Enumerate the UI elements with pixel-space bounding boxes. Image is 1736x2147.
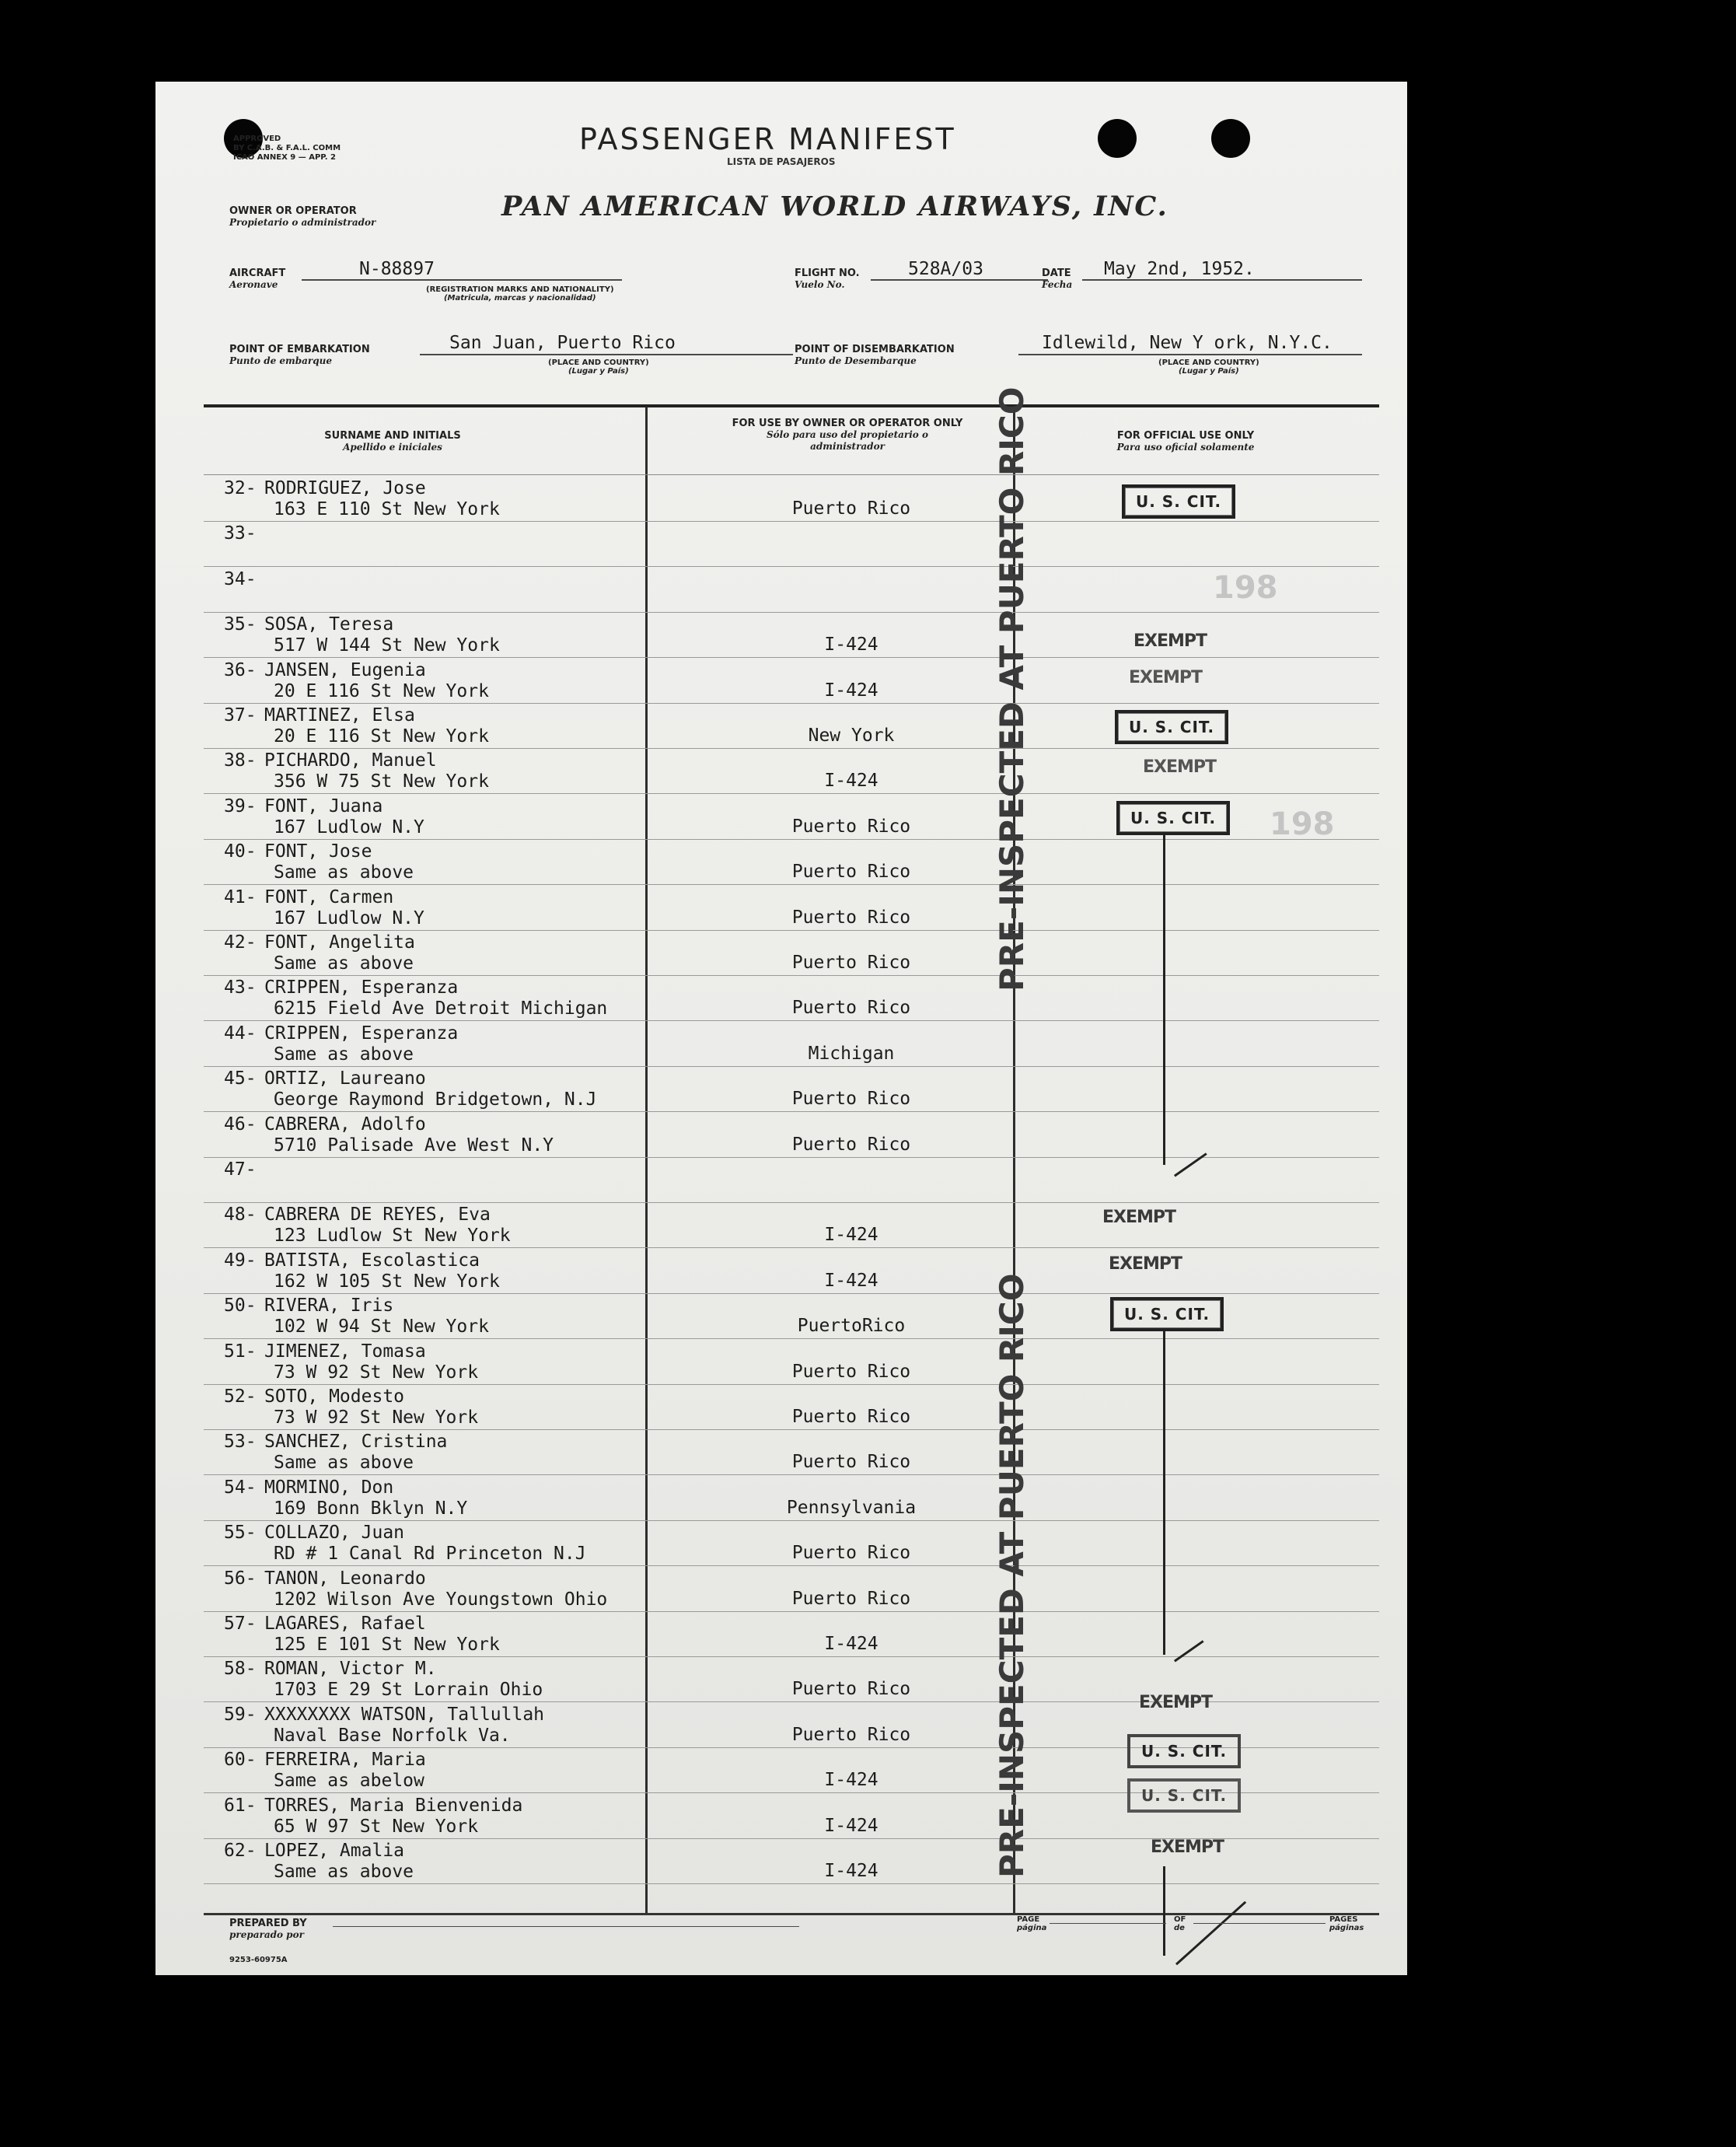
passenger-number: 57- [224,1614,257,1634]
passenger-name: SOSA, Teresa [264,614,394,635]
passenger-address: Naval Base Norfolk Va. [274,1725,511,1746]
passenger-name: FONT, Carmen [264,886,394,907]
passenger-number: 52- [224,1386,257,1407]
passenger-name: MORMINO, Don [264,1477,394,1498]
passenger-row [155,749,1407,794]
pre-inspected-stamp-top: PRE-INSPECTED AT PUERTO RICO [993,386,1031,991]
passenger-number: 44- [224,1023,257,1044]
passenger-row [155,1340,1407,1385]
passenger-address: 102 W 94 St New York [274,1317,489,1338]
passenger-row [155,1067,1407,1112]
passenger-row [155,1385,1407,1430]
passenger-number: 50- [224,1296,257,1317]
passenger-operator-note: I-424 [824,771,878,792]
exempt-stamp-48: EXEMPT [1102,1208,1176,1227]
disembark-caption-es: (Lugar y País) [1178,367,1239,376]
passenger-row [155,522,1407,567]
embark-label-en: POINT OF EMBARKATION [229,344,370,355]
passenger-operator-note: I-424 [824,1225,878,1246]
passenger-number: 54- [224,1477,257,1498]
prepared-by-label-es: preparado por [229,1929,304,1940]
passenger-number: 60- [224,1750,257,1771]
passenger-number: 51- [224,1341,257,1362]
passenger-operator-note: I-424 [824,1861,878,1881]
passenger-row [155,1476,1407,1521]
col2-header-en: FOR USE BY OWNER OR OPERATOR ONLY [732,418,963,429]
passenger-name: CRIPPEN, Esperanza [264,977,459,998]
passenger-address: 1202 Wilson Ave Youngstown Ohio [274,1589,608,1610]
aircraft-caption-en: (REGISTRATION MARKS AND NATIONALITY) [426,285,614,294]
ghost-number-2: 198 [1270,806,1335,842]
passenger-number: 55- [224,1523,257,1544]
passenger-name: SOTO, Modesto [264,1386,405,1407]
passenger-operator-note: Puerto Rico [791,1724,911,1745]
passenger-row [155,1567,1407,1612]
passenger-operator-note: Puerto Rico [791,1134,911,1155]
embark-caption-en: (PLACE AND COUNTRY) [548,358,649,367]
owner-label [229,206,375,229]
passenger-address: 125 E 101 St New York [274,1635,500,1655]
pages-label-en: PAGES [1329,1915,1358,1924]
passenger-address: 167 Ludlow N.Y [274,907,424,928]
passenger-name: CABRERA DE REYES, Eva [264,1205,491,1226]
passenger-name: RIVERA, Iris [264,1296,394,1317]
passenger-name: TANON, Leonardo [264,1568,426,1589]
passenger-number: 43- [224,977,257,998]
of-label-es: de [1174,1924,1185,1932]
passenger-number: 35- [224,614,257,635]
passenger-number: 36- [224,659,257,680]
manifest-sheet [155,82,1407,1975]
owner-label-es: Propietario o administrador [229,217,376,228]
passenger-operator-note: Puerto Rico [791,1089,911,1110]
bracket-line-60-62 [1163,1866,1165,1956]
passenger-address: 73 W 92 St New York [274,1407,479,1428]
approval-line-1: APPROVED [233,135,281,143]
passenger-row [155,613,1407,658]
passenger-number: 32- [224,478,257,498]
passenger-operator-note: I-424 [824,1815,878,1836]
passenger-name: RODRIGUEZ, Jose [264,478,426,498]
owner-label-en: OWNER OR OPERATOR [229,205,357,217]
row-rule [204,1883,1379,1884]
passenger-name: FONT, Jose [264,841,372,862]
passenger-address: RD # 1 Canal Rd Princeton N.J [274,1544,586,1565]
exempt-stamp-49: EXEMPT [1109,1254,1182,1274]
passenger-operator-note: Puerto Rico [791,1543,911,1564]
passenger-operator-note: Puerto Rico [791,498,911,519]
passenger-name: XXXXXXXX WATSON, Tallullah [264,1704,545,1725]
passenger-name: FERREIRA, Maria [264,1750,426,1771]
page-label-en: PAGE [1017,1915,1040,1924]
passenger-operator-note: PuertoRico [797,1316,906,1337]
prepared-by-underline [333,1926,799,1927]
passenger-name: LAGARES, Rafael [264,1614,426,1634]
col3-header-es: Para uso oficial solamente [1116,442,1255,453]
passenger-number: 61- [224,1795,257,1816]
date-underline [1082,279,1362,281]
disembark-underline [1018,354,1362,355]
passenger-row [155,1521,1407,1566]
bracket-line-39-46 [1163,834,1165,1165]
passenger-name: FONT, Juana [264,796,383,816]
passenger-address: 162 W 105 St New York [274,1271,500,1292]
aircraft-label-en: AIRCRAFT [229,268,286,279]
aircraft-label-es: Aeronave [229,279,278,290]
col2-header-es: Sólo para uso del propietario o administrador [767,429,928,452]
passenger-operator-note: Puerto Rico [791,1361,911,1382]
us-cit-stamp-59: U. S. CIT. [1127,1778,1241,1813]
prepared-by-label [229,1918,307,1941]
passenger-operator-note: Puerto Rico [791,907,911,928]
col3-header-en: FOR OFFICIAL USE ONLY [1116,430,1255,442]
passenger-number: 48- [224,1205,257,1226]
date-value: May 2nd, 1952. [1104,259,1255,279]
exempt-stamp-60: EXEMPT [1151,1838,1224,1857]
passenger-address: 356 W 75 St New York [274,771,489,792]
passenger-operator-note: Puerto Rico [791,816,911,837]
passenger-number: 58- [224,1659,257,1680]
passenger-name: MARTINEZ, Elsa [264,705,415,726]
passenger-operator-note: I-424 [824,1634,878,1654]
form-number: 9253-60975A [229,1956,288,1964]
passenger-address: Same as abelow [274,1771,424,1792]
passenger-row [155,1612,1407,1657]
passenger-row [155,976,1407,1021]
us-cit-stamp-58: U. S. CIT. [1127,1734,1241,1768]
passenger-address: Same as above [274,953,414,974]
passenger-operator-note: Puerto Rico [791,1407,911,1427]
passenger-address: 65 W 97 St New York [274,1816,479,1837]
disembark-caption [1158,358,1259,376]
punch-hole-right [1211,119,1250,158]
aircraft-caption-es: (Matricula, marcas y nacionalidad) [443,294,596,302]
aircraft-underline [302,279,622,281]
us-cit-stamp-50: U. S. CIT. [1110,1297,1224,1331]
form-title-es: LISTA DE PASAJEROS [727,156,836,167]
col1-header-en: SURNAME AND INITIALS [324,430,461,442]
passenger-number: 34- [224,568,257,589]
passenger-name: COLLAZO, Juan [264,1523,405,1544]
flight-label [795,268,860,291]
passenger-number: 56- [224,1568,257,1589]
passenger-operator-note: Puerto Rico [791,862,911,883]
passenger-address: Same as above [274,1453,414,1474]
aircraft-caption [426,285,614,302]
flight-label-es: Vuelo No. [795,279,845,290]
col1-header [225,430,560,453]
passenger-operator-note: I-424 [824,1770,878,1791]
passenger-name: LOPEZ, Amalia [264,1841,405,1861]
passenger-name: SANCHEZ, Cristina [264,1432,448,1453]
passenger-row [155,840,1407,885]
page-underline [1050,1923,1166,1924]
page-label-es: página [1017,1924,1047,1932]
disembark-label-es: Punto de Desembarque [795,355,917,366]
table-top-rule [204,404,1379,407]
passenger-operator-note: I-424 [824,635,878,656]
passenger-address: 5710 Palisade Ave West N.Y [274,1135,554,1156]
passenger-name: CRIPPEN, Esperanza [264,1023,459,1044]
embark-value: San Juan, Puerto Rico [449,333,676,353]
pages-label [1329,1915,1364,1932]
passenger-number: 33- [224,523,257,544]
table-bottom-rule [204,1913,1379,1915]
of-label [1174,1915,1186,1932]
of-label-en: OF [1174,1915,1186,1924]
passenger-row [155,659,1407,704]
date-label-en: DATE [1042,268,1071,279]
passenger-address: 1703 E 29 St Lorrain Ohio [274,1680,543,1701]
header-bottom-rule [204,474,1379,475]
col3-header [1057,430,1314,453]
embark-underline [420,354,793,355]
flight-value: 528A/03 [908,259,983,279]
passenger-name: JANSEN, Eugenia [264,659,426,680]
passenger-operator-note: New York [808,726,895,746]
passenger-operator-note: Pennsylvania [786,1497,917,1518]
exempt-stamp-57: EXEMPT [1139,1693,1213,1712]
disembark-label-en: POINT OF DISEMBARKATION [795,344,955,355]
passenger-name: FONT, Angelita [264,932,415,953]
passenger-address: 73 W 92 St New York [274,1362,479,1383]
date-label [1042,268,1072,291]
aircraft-label [229,268,285,291]
passenger-address: 123 Ludlow St New York [274,1226,511,1247]
passenger-address: Same as above [274,1044,414,1065]
approval-line-3: ICAO ANNEX 9 — APP. 2 [233,153,337,162]
passenger-number: 53- [224,1432,257,1453]
passenger-name: ROMAN, Victor M. [264,1659,437,1680]
form-title: PASSENGER MANIFEST [579,122,956,156]
passenger-operator-note: Puerto Rico [791,998,911,1019]
exempt-stamp-35: EXEMPT [1133,631,1207,651]
passenger-number: 40- [224,841,257,862]
passenger-number: 45- [224,1068,257,1089]
disembark-caption-en: (PLACE AND COUNTRY) [1158,358,1259,367]
passenger-operator-note: Puerto Rico [791,1679,911,1700]
punch-hole-middle [1098,119,1137,158]
passenger-operator-note: Michigan [808,1043,895,1064]
us-cit-stamp-32: U. S. CIT. [1122,484,1235,519]
pages-label-es: páginas [1329,1924,1364,1932]
passenger-number: 37- [224,705,257,726]
passenger-address: Same as above [274,1862,414,1882]
col2-header [731,418,964,453]
passenger-name: CABRERA, Adolfo [264,1114,426,1135]
passenger-name: ORTIZ, Laureano [264,1068,426,1089]
bracket-line-50-56 [1163,1328,1165,1655]
passenger-number: 39- [224,796,257,816]
pre-inspected-stamp-bottom: PRE-INSPECTED AT PUERTO RICO [993,1273,1031,1878]
passenger-name: BATISTA, Escolastica [264,1250,480,1271]
passenger-operator-note: Puerto Rico [791,1588,911,1609]
passenger-number: 38- [224,750,257,771]
passenger-number: 42- [224,932,257,953]
of-underline [1193,1923,1326,1924]
disembark-label [795,344,955,367]
passenger-row [155,931,1407,976]
embark-label [229,344,370,367]
embark-label-es: Punto de embarque [229,355,332,366]
passenger-name: JIMENEZ, Tomasa [264,1341,426,1362]
passenger-number: 41- [224,886,257,907]
passenger-row [155,1203,1407,1248]
passenger-row [155,1249,1407,1294]
passenger-address: 163 E 110 St New York [274,499,500,519]
passenger-address: George Raymond Bridgetown, N.J [274,1089,597,1110]
passenger-row [155,1158,1407,1203]
passenger-row [155,1022,1407,1067]
ghost-number-1: 198 [1213,570,1278,606]
aircraft-value: N-88897 [359,259,435,279]
exempt-stamp-38: EXEMPT [1143,757,1217,777]
flight-label-en: FLIGHT NO. [795,268,860,279]
passenger-number: 62- [224,1841,257,1861]
passenger-address: 20 E 116 St New York [274,680,489,701]
passenger-row [155,1657,1407,1702]
bracket-tick-60-62 [1175,1901,1246,1966]
passenger-number: 49- [224,1250,257,1271]
disembark-value: Idlewild, New Y ork, N.Y.C. [1042,333,1333,353]
passenger-address: 20 E 116 St New York [274,726,489,747]
us-cit-stamp-37: U. S. CIT. [1115,710,1228,744]
page-label [1017,1915,1046,1932]
passenger-address: Same as above [274,862,414,883]
flight-underline [871,279,1048,281]
passenger-address: 517 W 144 St New York [274,635,500,656]
passenger-row [155,1113,1407,1158]
embark-caption-es: (Lugar y País) [568,367,629,376]
us-cit-stamp-39: U. S. CIT. [1116,801,1230,835]
passenger-number: 46- [224,1114,257,1135]
passenger-name: PICHARDO, Manuel [264,750,437,771]
passenger-number: 59- [224,1704,257,1725]
passenger-row [155,886,1407,931]
date-label-es: Fecha [1042,279,1073,290]
passenger-operator-note: I-424 [824,680,878,701]
passenger-address: 167 Ludlow N.Y [274,816,424,837]
passenger-number: 47- [224,1159,257,1180]
passenger-name: TORRES, Maria Bienvenida [264,1795,523,1816]
passenger-row [155,1430,1407,1475]
approval-line-2: BY C.A.B. & F.A.L. COMM [233,144,341,152]
passenger-operator-note: Puerto Rico [791,953,911,973]
passenger-operator-note: Puerto Rico [791,1452,911,1473]
owner-value: PAN AMERICAN WORLD AIRWAYS, INC. [501,191,1168,222]
passenger-address: 169 Bonn Bklyn N.Y [274,1498,468,1519]
prepared-by-label-en: PREPARED BY [229,1918,307,1929]
passenger-address: 6215 Field Ave Detroit Michigan [274,998,608,1019]
embark-caption [548,358,649,376]
col1-header-es: Apellido e iniciales [343,442,442,453]
exempt-stamp-36: EXEMPT [1129,668,1203,687]
passenger-operator-note: I-424 [824,1270,878,1291]
